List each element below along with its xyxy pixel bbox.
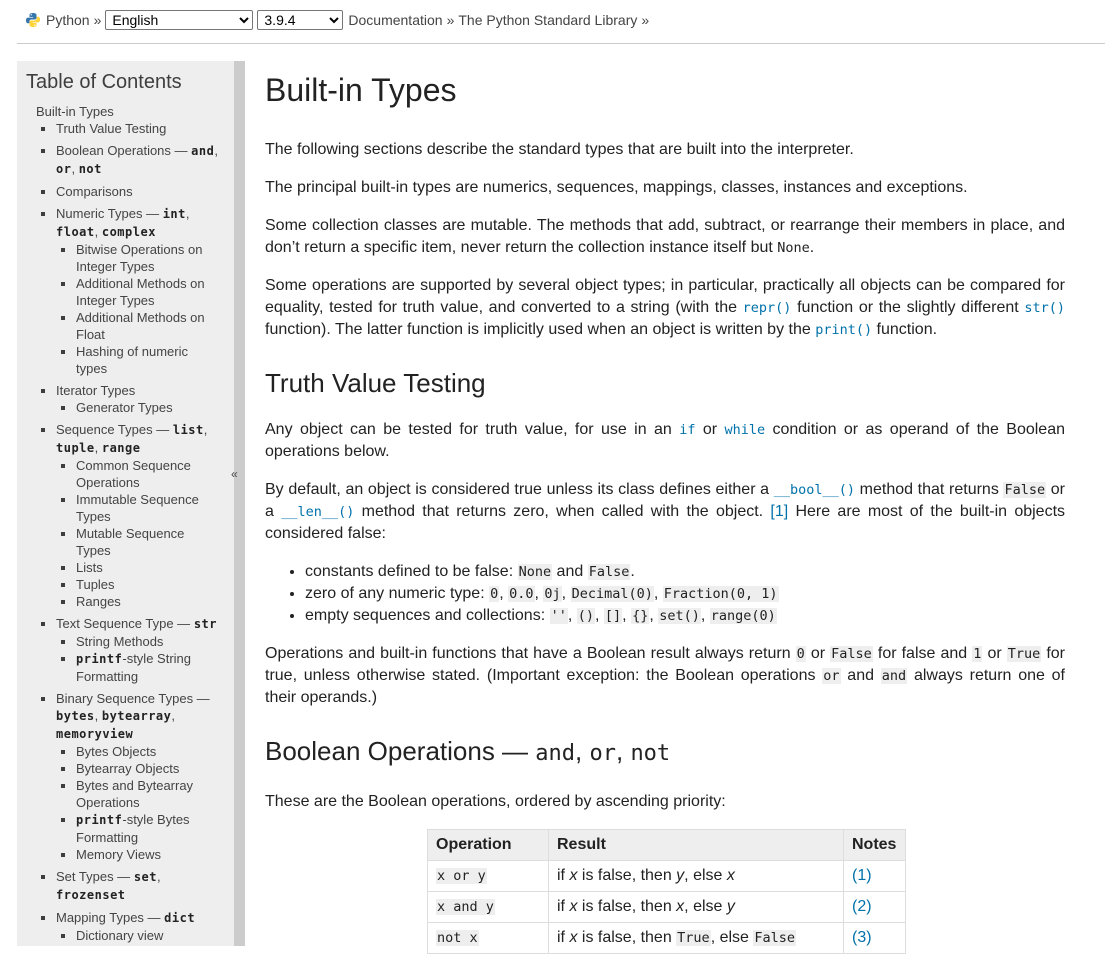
toc-item-sequence[interactable]: Sequence Types — list, tuple, range (56, 422, 208, 455)
toc-item-boolean[interactable]: Boolean Operations — and, or, not (56, 143, 218, 176)
paragraph: Some operations are supported by several object types; in particular, practically all objects can be compared for equality, tested for truth value, and converted to a string (with the repr() function or the slightly different str() function). The latter function is implicitly used when an object is written by the print() function. (265, 277, 1066, 338)
toc-item-bytes-objects[interactable]: Bytes Objects (76, 744, 157, 759)
toc-item-numeric[interactable]: Numeric Types — int, float, complex (56, 206, 190, 239)
toc-title: Table of Contents (26, 71, 182, 93)
str-link[interactable]: str() (1024, 300, 1066, 316)
toc-item-built-in-types[interactable]: Built-in Types (36, 104, 114, 119)
breadcrumb (25, 10, 653, 30)
false-values-list (265, 561, 1065, 627)
result-cell: if x is false, then x, else y (549, 892, 844, 923)
column-header-result: Result (549, 830, 844, 861)
list-item: • empty sequences and collections: '', (), [], {}, set(), range(0) (305, 605, 1065, 627)
column-header-operation: Operation (428, 830, 549, 861)
version-select[interactable] (257, 10, 343, 30)
stdlib-link[interactable]: The Python Standard Library (458, 12, 638, 28)
toc-item-generator[interactable]: Generator Types (76, 400, 173, 415)
notes-cell[interactable]: (3) (844, 923, 906, 954)
operation-cell: x or y (428, 861, 549, 892)
list-item: • constants defined to be false: None and False. (305, 561, 1065, 583)
table-of-contents (26, 103, 218, 944)
toc-item-immutable-seq[interactable]: Immutable Sequence Types (76, 492, 199, 524)
toc-item-dict-view[interactable]: Dictionary view (76, 928, 164, 943)
toc-item-string-methods[interactable]: String Methods (76, 634, 164, 649)
table-header-row (428, 830, 906, 861)
toc-item-bytearray-objects[interactable]: Bytearray Objects (76, 761, 180, 776)
bool-method-link[interactable]: __bool__() (773, 482, 856, 498)
table-row (428, 861, 906, 892)
documentation-link[interactable]: Documentation (348, 12, 443, 28)
separator: » (446, 12, 455, 28)
section-heading-boolean: Boolean Operations — and, or, not (265, 736, 671, 766)
toc-item-ranges[interactable]: Ranges (76, 594, 121, 609)
python-home-link[interactable]: Python (46, 12, 90, 28)
table-row (428, 923, 906, 954)
toc-item-iterator[interactable]: Iterator Types (56, 383, 136, 398)
column-header-notes: Notes (844, 830, 906, 861)
footnote-link[interactable]: [1] (770, 503, 789, 520)
if-link[interactable]: if (679, 422, 696, 438)
toc-item-set[interactable]: Set Types — set, frozenset (56, 869, 161, 902)
list-item: • zero of any numeric type: 0, 0.0, 0j, Decimal(0), Fraction(0, 1) (305, 583, 1065, 605)
toc-item-mapping[interactable]: Mapping Types — dict (56, 910, 196, 925)
sidebar (17, 61, 245, 946)
while-link[interactable]: while (724, 422, 766, 438)
boolean-ops-table (427, 829, 906, 954)
toc-item-memory-views[interactable]: Memory Views (76, 847, 162, 862)
toc-item-printf-string[interactable]: printf-style String Formatting (76, 651, 191, 684)
python-logo-icon (25, 12, 41, 28)
separator: » (641, 12, 650, 28)
paragraph: By default, an object is considered true unless its class defines either a __bool__() method that returns False or a __len__() method that returns zero, when called with the object. [1] Here are most of the built-in objects considered false: (265, 481, 1066, 542)
print-link[interactable]: print() (815, 322, 873, 338)
operation-cell: not x (428, 923, 549, 954)
toc-item-binary[interactable]: Binary Sequence Types — bytes, bytearray, memoryview (56, 691, 210, 741)
toc-item-text[interactable]: Text Sequence Type — str (56, 616, 217, 631)
toc-item-mutable-seq[interactable]: Mutable Sequence Types (76, 526, 185, 558)
notes-cell[interactable]: (1) (844, 861, 906, 892)
toc-item-additional-float[interactable]: Additional Methods on Float (76, 310, 205, 342)
table-row (428, 892, 906, 923)
paragraph: The following sections describe the standard types that are built into the interpreter. (265, 141, 854, 158)
sidebar-collapse-bar[interactable] (234, 61, 245, 946)
language-select[interactable] (105, 10, 253, 30)
top-navigation-bar (17, 0, 1105, 44)
paragraph: Any object can be tested for truth value, for use in an if or while condition or as operand of the Boolean operations below. (265, 421, 1065, 460)
toc-item-truth[interactable]: Truth Value Testing (56, 121, 167, 136)
toc-item-comparisons[interactable]: Comparisons (56, 184, 133, 199)
section-heading-truth: Truth Value Testing (265, 368, 486, 398)
paragraph: These are the Boolean operations, ordered by ascending priority: (265, 793, 726, 810)
notes-cell[interactable]: (2) (844, 892, 906, 923)
toc-item-bitwise[interactable]: Bitwise Operations on Integer Types (76, 242, 203, 274)
sidebar-collapse-button[interactable]: « (231, 467, 238, 481)
separator: » (93, 12, 102, 28)
paragraph: The principal built-in types are numerics, sequences, mappings, classes, instances and exceptions. (265, 179, 968, 196)
page-title: Built-in Types (265, 72, 457, 108)
main-content (265, 61, 1066, 946)
toc-item-lists[interactable]: Lists (76, 560, 103, 575)
toc-item-common-seq[interactable]: Common Sequence Operations (76, 458, 191, 490)
result-cell: if x is false, then y, else x (549, 861, 844, 892)
toc-item-bytes-ops[interactable]: Bytes and Bytearray Operations (76, 778, 194, 810)
toc-item-additional-int[interactable]: Additional Methods on Integer Types (76, 276, 205, 308)
toc-item-tuples[interactable]: Tuples (76, 577, 115, 592)
operation-cell: x and y (428, 892, 549, 923)
toc-item-printf-bytes[interactable]: printf-style Bytes Formatting (76, 812, 190, 845)
result-cell: if x is false, then True, else False (549, 923, 844, 954)
paragraph: Some collection classes are mutable. The methods that add, subtract, or rearrange their members in place, and don’t return a specific item, never return the collection instance itself but None. (265, 217, 1065, 256)
paragraph: Operations and built-in functions that have a Boolean result always return 0 or False for false and 1 or True for true, unless otherwise stated. (Important exception: the Boolean operations or and and always return one of their operands.) (265, 645, 1066, 706)
repr-link[interactable]: repr() (742, 300, 792, 316)
toc-item-hashing[interactable]: Hashing of numeric types (76, 344, 188, 376)
len-method-link[interactable]: __len__() (281, 504, 355, 520)
